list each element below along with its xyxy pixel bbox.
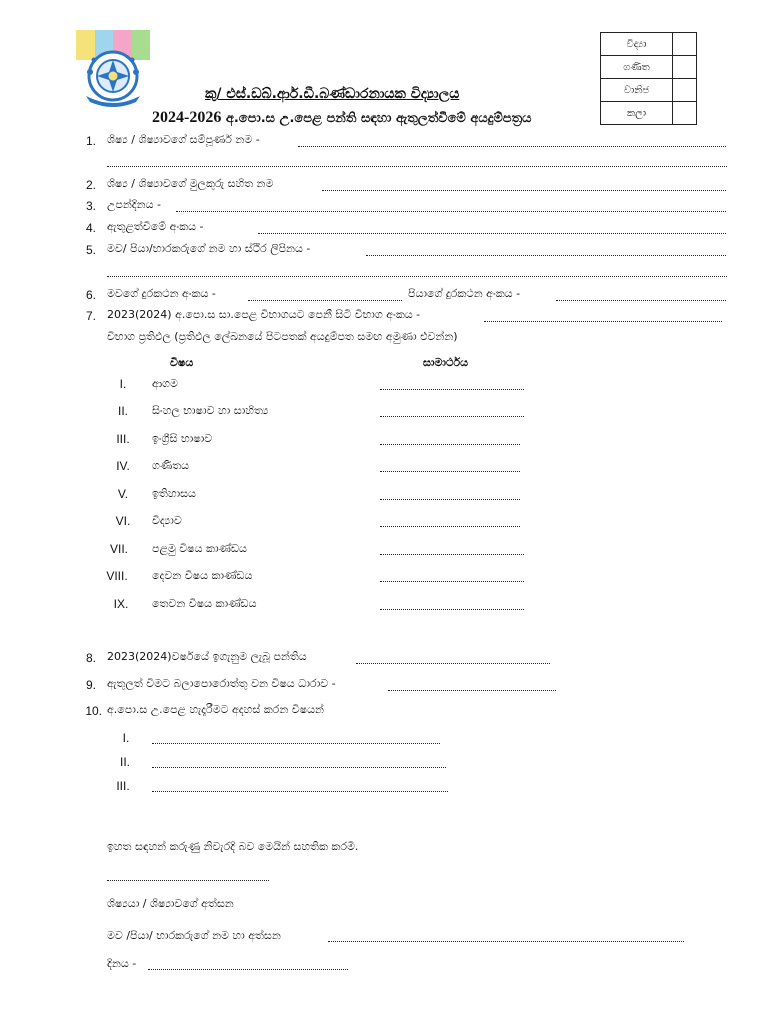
row-numeral: III. [116, 432, 130, 446]
parent-signature-label: මව /පියා/ භාරකරුගේ නම හා අත්සන [107, 929, 281, 942]
row-numeral: IX. [113, 597, 129, 611]
full-name-field[interactable] [298, 146, 726, 147]
row-numeral: I. [119, 377, 127, 391]
stream-row [601, 79, 697, 102]
grade-field[interactable] [380, 416, 524, 417]
subject-name: තෙවන විෂය කාණ්ඩය [152, 597, 257, 610]
field-number: 1. [85, 134, 96, 148]
row-numeral: V. [117, 487, 129, 501]
guardian-address-label: මව/ පියා/භාරකරුගේ නම හා ස්ථිර ලිපිනය - [107, 242, 311, 255]
school-emblem-icon [76, 30, 150, 108]
stream-checkbox[interactable] [673, 102, 697, 125]
student-signature-label: ශිෂ්‍යයා / ශිෂ්‍යාවගේ අත්සන [107, 897, 234, 910]
stream-checkbox[interactable] [673, 79, 697, 102]
stream-selection-table [600, 32, 697, 125]
field-number: 3. [85, 199, 96, 213]
field-number: 10. [85, 704, 102, 718]
full-name-field-line2[interactable] [107, 166, 727, 167]
subject-name: විද්‍යාව [152, 514, 182, 527]
subject-name: පළමු විෂය කාණ්ඩය [152, 542, 247, 555]
desired-stream-field[interactable] [388, 690, 556, 691]
desired-stream-label: ඇතුලත් වීමට බලාපොරොත්තු වන විෂය ධාරාව - [107, 677, 336, 690]
field-number: 4. [85, 221, 96, 235]
grade-field[interactable] [380, 444, 520, 445]
exam-results-intro: විභාග ප්‍රතිඵල (ප්‍රතිඵල ලේඛනයේ පිටපතක් අයදුම්පත සමඟ අමුණා එවන්න) [107, 330, 458, 343]
row-numeral: II. [117, 404, 128, 418]
initials-name-field[interactable] [322, 190, 726, 191]
stream-name: කලා [601, 102, 673, 125]
subject-name: දෙවන විෂය කාණ්ඩය [152, 569, 253, 582]
birthday-field[interactable] [176, 211, 726, 212]
guardian-address-field-line2[interactable] [107, 276, 727, 277]
guardian-address-field[interactable] [366, 255, 726, 256]
row-numeral: II. [119, 755, 130, 769]
grade-field[interactable] [380, 526, 520, 527]
school-name: කු/ එස්.ඩබ්.ආර්.ඩී.බණ්ඩාරනායක විද්‍යාලය [205, 86, 460, 102]
grade-column-header: සාමාර්ථය [423, 356, 469, 369]
subject-name: සිංහල භාෂාව හා සාහිත්‍ය [152, 404, 269, 417]
initials-name-label: ශිෂ්‍ය / ශිෂ්‍යාවගේ මුලකුරු සහිත නම [107, 177, 274, 190]
stream-name: ගණිත [601, 56, 673, 79]
row-numeral: IV. [116, 459, 130, 473]
stream-name: විද්‍යා [601, 33, 673, 56]
admission-number-field[interactable] [258, 233, 726, 234]
father-phone-label: පියාගේ දුරකථන අංකය - [408, 287, 521, 300]
parent-signature-field[interactable] [328, 941, 684, 942]
full-name-label: ශිෂ්‍ය / ශිෂ්‍යාවගේ සම්පූර්ණ නම - [107, 133, 260, 146]
grade-field[interactable] [380, 554, 524, 555]
subject-name: ඉතිහාසය [152, 487, 196, 500]
student-signature-field[interactable] [107, 880, 269, 881]
form-title-text: අ.පො.ස උ.පෙළ පන්ති සඳහා ඇතුලත්වීමේ අයදුම්පත්‍රය [221, 111, 532, 126]
field-number: 8. [85, 651, 96, 665]
grade-field[interactable] [380, 389, 524, 390]
field-number: 9. [85, 678, 96, 692]
form-title [152, 109, 532, 127]
father-phone-field[interactable] [556, 300, 726, 301]
row-numeral: VIII. [106, 569, 128, 583]
mother-phone-label: මවගේ දුරකථන අංකය - [107, 287, 216, 300]
intended-subject-field[interactable] [152, 791, 448, 792]
subject-name: ඉංග්‍රීසි භාෂාව [152, 432, 213, 445]
intended-subject-field[interactable] [152, 743, 440, 744]
grade-field[interactable] [380, 471, 520, 472]
admission-number-label: ඇතුළත්වීමේ අංකය - [107, 220, 204, 233]
previous-class-field[interactable] [356, 663, 550, 664]
row-numeral: I. [122, 731, 130, 745]
stream-checkbox[interactable] [673, 33, 697, 56]
field-number: 5. [85, 243, 96, 257]
row-numeral: VII. [109, 542, 128, 556]
declaration-text: ඉහත සඳහන් කරුණු නිවැරදි බව මෙයින් සහතික කරමි. [107, 840, 359, 853]
grade-field[interactable] [380, 581, 524, 582]
row-numeral: III. [116, 779, 130, 793]
intended-subjects-label: අ.පො.ස උ.පෙළ හැදෑරීමට අදහස් කරන විෂයන් [107, 703, 324, 716]
subject-name: ආගම [152, 377, 178, 390]
ol-exam-number-field[interactable] [484, 321, 722, 322]
stream-checkbox[interactable] [673, 56, 697, 79]
form-year: 2024-2026 [152, 109, 222, 126]
subject-column-header: විෂය [170, 356, 194, 369]
previous-class-label: 2023(2024)වර්ෂයේ ඉගැනුම ලැබූ පන්තිය [107, 650, 307, 663]
stream-name: වානිජ [601, 79, 673, 102]
field-number: 6. [85, 288, 96, 302]
row-numeral: VI. [115, 514, 131, 528]
intended-subject-field[interactable] [152, 767, 446, 768]
grade-field[interactable] [380, 609, 524, 610]
mother-phone-field[interactable] [248, 300, 402, 301]
date-field[interactable] [148, 969, 348, 970]
ol-exam-number-label: 2023(2024) අ.පො.ස සා.පෙළ විභාගයට පෙනී සිටි විභාග අංකය - [107, 308, 421, 321]
field-number: 2. [85, 178, 96, 192]
field-number: 7. [85, 309, 96, 323]
birthday-label: උපන්දිනය - [107, 198, 161, 211]
grade-field[interactable] [380, 499, 520, 500]
stream-row [601, 56, 697, 79]
stream-row [601, 33, 697, 56]
date-label: දිනය - [107, 957, 137, 970]
subject-name: ගණිතය [152, 459, 190, 472]
school-logo [76, 30, 150, 108]
stream-row [601, 102, 697, 125]
